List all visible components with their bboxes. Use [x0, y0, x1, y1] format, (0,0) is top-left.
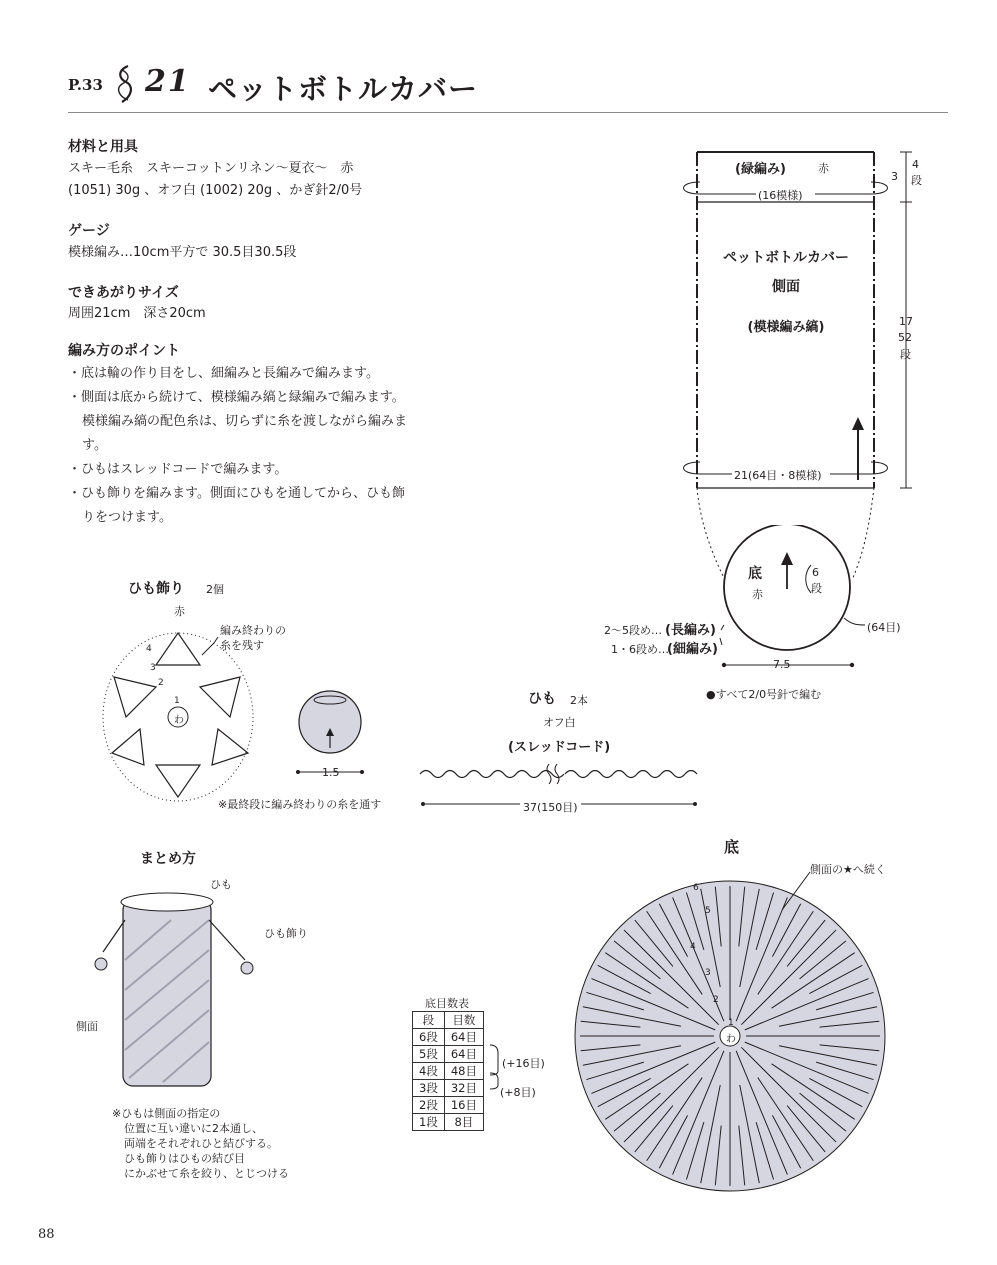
base-small-label: 底 — [748, 566, 762, 582]
row-note-1a: 2〜5段め… — [604, 624, 662, 637]
table-cell: 64目 — [444, 1046, 483, 1063]
table-header: 段 — [413, 1012, 445, 1029]
page-number: 88 — [38, 1227, 55, 1242]
base-round-5: 5 — [705, 906, 711, 916]
gauge-text: 模様編み…10cm平方で 30.5目30.5段 — [68, 245, 297, 260]
ornament-round-3: 3 — [150, 663, 156, 673]
base-chart — [570, 858, 900, 1193]
base-chart-ring: わ — [726, 1034, 736, 1045]
cord-title: ひも — [528, 691, 556, 707]
side-pattern-label: (模様編み縞) — [747, 320, 825, 335]
table-cell: 32目 — [444, 1080, 483, 1097]
point-item: ・ 側面は底から続けて、模様編み縞と緑編みで編みます。模様編み縞の配色糸は、切らずに糸を渡しながら編みます。 — [68, 386, 408, 458]
ornament-round-2: 2 — [158, 678, 164, 688]
row-note-2b: (細編み) — [667, 642, 718, 657]
base-chart-callout: 側面の★へ続く — [810, 863, 886, 876]
point-item: ・ ひもはスレッドコードで編みます。 — [68, 458, 408, 482]
assembly-label-cord: ひも — [210, 878, 232, 891]
assembly-illustration — [85, 880, 265, 1095]
table-row — [413, 1097, 484, 1114]
top-height-rows-b: 段 — [911, 174, 922, 187]
ornament-round-1: 1 — [174, 696, 180, 706]
ornament-count: 2個 — [206, 583, 224, 596]
top-height-rows-a: 4 — [912, 158, 919, 171]
cord-length: 37(150目) — [520, 799, 581, 815]
ornament-color: 赤 — [174, 605, 185, 618]
base-small-stitches: (64目) — [867, 621, 901, 634]
base-round-3: 3 — [705, 968, 711, 978]
table-cell: 6段 — [413, 1029, 445, 1046]
top-band-label: (緑編み) — [735, 162, 786, 177]
table-row — [413, 1046, 484, 1063]
assembly-note-line: ※ひもは側面の指定の — [112, 1107, 221, 1120]
ornament-callout-1: 編み終わりの — [220, 624, 286, 637]
table-cell: 3段 — [413, 1080, 445, 1097]
base-round-1: 1 — [728, 1018, 734, 1028]
side-title-line-2: 側面 — [772, 279, 800, 295]
top-height-cm: 3 — [891, 170, 898, 183]
ornament-callout-2: 糸を残す — [220, 639, 264, 652]
assembly-note-line: ひも飾りはひもの結び目 — [124, 1152, 245, 1165]
side-bottom-width: 21(64目・8模様) — [734, 469, 822, 482]
base-small-color: 赤 — [752, 588, 763, 601]
ornament-chart — [100, 625, 270, 805]
cord-technique: (スレッドコード) — [508, 740, 611, 755]
section-ornament-icon — [112, 64, 138, 104]
base-small-rows-a: 6 — [812, 566, 819, 579]
base-small-diameter: 7.5 — [773, 658, 791, 671]
ornament-note: ※最終段に編み終わりの糸を通す — [218, 798, 382, 811]
assembly-note-line: 位置に互い違いに2本通し、 — [124, 1122, 263, 1135]
table-row — [413, 1114, 484, 1131]
cord-color: オフ白 — [543, 716, 576, 729]
size-heading: できあがりサイズ — [68, 285, 179, 301]
materials-line-2: (1051) 30g 、オフ白 (1002) 20g 、かぎ針2/0号 — [68, 183, 363, 198]
main-height-cm: 17 — [899, 315, 913, 328]
materials-line-1: スキー毛糸 スキーコットンリネン〜夏衣〜 赤 — [68, 161, 354, 176]
hook-note: ●すべて2/0号針で編む — [706, 688, 822, 701]
side-title-line-1: ペットボトルカバー — [723, 250, 849, 266]
points-list — [68, 362, 408, 530]
ornament-round-4: 4 — [146, 644, 152, 654]
table-row — [413, 1029, 484, 1046]
row-note-2a: 1・6段め… — [611, 643, 669, 656]
base-round-2: 2 — [713, 995, 719, 1005]
top-band-color: 赤 — [818, 162, 829, 175]
table-cell: 16目 — [444, 1097, 483, 1114]
count-table — [412, 1011, 484, 1131]
row-note-1b: (長編み) — [665, 623, 716, 638]
table-cell: 5段 — [413, 1046, 445, 1063]
table-row — [413, 1080, 484, 1097]
size-text: 周囲21cm 深さ20cm — [68, 306, 206, 321]
table-cell: 8目 — [444, 1114, 483, 1131]
point-item: ・ 底は輪の作り目をし、細編みと長編みで編みます。 — [68, 362, 408, 386]
base-round-6: 6 — [693, 883, 699, 893]
base-round-4: 4 — [690, 942, 696, 952]
table-cell: 64目 — [444, 1029, 483, 1046]
count-table-title: 底目数表 — [425, 997, 469, 1010]
table-cell: 2段 — [413, 1097, 445, 1114]
assembly-label-side: 側面 — [76, 1020, 98, 1033]
page-reference: P.33 — [68, 76, 103, 94]
base-chart-title: 底 — [724, 838, 740, 856]
header-rule — [68, 112, 948, 113]
ornament-title: ひも飾り — [128, 581, 184, 597]
assembly-label-ornament: ひも飾り — [264, 927, 308, 940]
table-cell: 48目 — [444, 1063, 483, 1080]
ball-size: 1.5 — [322, 766, 340, 779]
assembly-note-line: にかぶせて糸を絞り、とじつける — [124, 1167, 289, 1180]
table-row — [413, 1063, 484, 1080]
base-small-diagram — [600, 525, 930, 690]
point-item: ・ ひも飾りを編みます。側面にひもを通してから、ひも飾りをつけます。 — [68, 482, 408, 530]
pattern-number: 21 — [145, 64, 191, 99]
table-header: 目数 — [444, 1012, 483, 1029]
increase-a: (+16目) — [502, 1057, 545, 1070]
base-small-rows-b: 段 — [811, 582, 822, 595]
points-heading: 編み方のポイント — [68, 343, 180, 359]
assembly-note-line: 両端をそれぞれひと結びする。 — [124, 1137, 278, 1150]
table-header-row — [413, 1012, 484, 1029]
gauge-heading: ゲージ — [68, 223, 110, 239]
main-height-rows-b: 段 — [900, 348, 911, 361]
table-cell: 4段 — [413, 1063, 445, 1080]
ornament-ring: わ — [174, 715, 184, 726]
page-title: ペットボトルカバー — [208, 72, 479, 106]
main-height-rows-a: 52 — [898, 331, 912, 344]
increase-b: (+8目) — [500, 1086, 536, 1099]
cord-count: 2本 — [570, 694, 588, 707]
materials-heading: 材料と用具 — [68, 139, 138, 155]
table-cell: 1段 — [413, 1114, 445, 1131]
assembly-title: まとめ方 — [140, 851, 196, 867]
assembly-notes — [112, 1106, 289, 1181]
top-band-repeat: (16模様) — [758, 189, 803, 202]
